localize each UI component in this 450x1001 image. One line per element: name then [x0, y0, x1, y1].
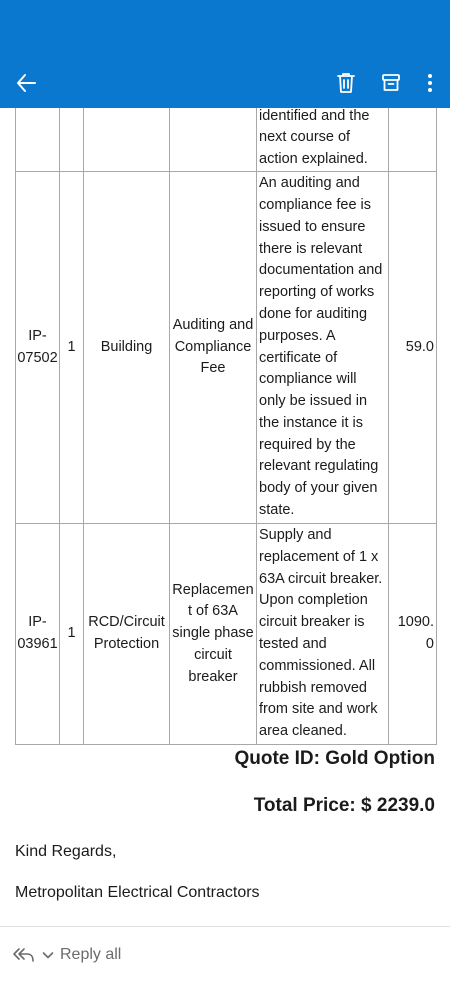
quote-id: Quote ID: Gold Option: [234, 748, 435, 769]
more-options-button[interactable]: [416, 70, 444, 96]
delete-button[interactable]: [332, 70, 360, 96]
back-button[interactable]: [12, 70, 40, 96]
item-code-cell: [16, 108, 60, 172]
category-cell: Building: [84, 172, 170, 524]
price-cell: 1090.0: [389, 524, 437, 745]
category-cell: RCD/Circuit Protection: [84, 524, 170, 745]
reply-all-icon: [12, 946, 36, 964]
chevron-down-icon: [42, 950, 54, 960]
item-name-cell: Auditing and Compliance Fee: [170, 172, 257, 524]
category-cell: [84, 108, 170, 172]
trash-icon: [335, 71, 357, 95]
price-cell: [389, 108, 437, 172]
quantity-cell: [60, 108, 84, 172]
reply-all-label: Reply all: [60, 946, 122, 963]
description-cell: identified and the next course of action explained.: [257, 108, 389, 172]
more-vertical-icon: [426, 72, 434, 94]
table-row: [16, 108, 437, 172]
total-price: Total Price: $ 2239.0: [253, 795, 435, 816]
reply-bar: [0, 926, 450, 1001]
description-cell: An auditing and compliance fee is issued to ensure there is relevant documentation and reporting of works done for auditing purposes. A certificate of compliance will only be issued in the instance it is required by the relevant regulating body of your given state.: [257, 172, 389, 524]
reply-all-button[interactable]: [12, 943, 121, 967]
quantity-cell: 1: [60, 172, 84, 524]
item-name-cell: [170, 108, 257, 172]
table-row: [16, 172, 437, 524]
description-cell: Supply and replacement of 1 x 63A circuit breaker. Upon completion circuit breaker is tested and commissioned. All rubbish removed from site and work area cleaned.: [257, 524, 389, 745]
arrow-left-icon: [15, 72, 37, 94]
quantity-cell: 1: [60, 524, 84, 745]
item-code-cell: IP-03961: [16, 524, 60, 745]
item-code-cell: IP-07502: [16, 172, 60, 524]
archive-icon: [380, 72, 402, 94]
email-body[interactable]: [0, 108, 450, 926]
company-name: Metropolitan Electrical Contractors: [15, 884, 260, 901]
quote-items-table: [15, 108, 437, 745]
app-toolbar: [0, 0, 450, 108]
sign-off: Kind Regards,: [15, 843, 117, 860]
archive-button[interactable]: [377, 70, 405, 96]
item-name-cell: Replacement of 63A single phase circuit breaker: [170, 524, 257, 745]
table-row: [16, 524, 437, 745]
price-cell: 59.0: [389, 172, 437, 524]
